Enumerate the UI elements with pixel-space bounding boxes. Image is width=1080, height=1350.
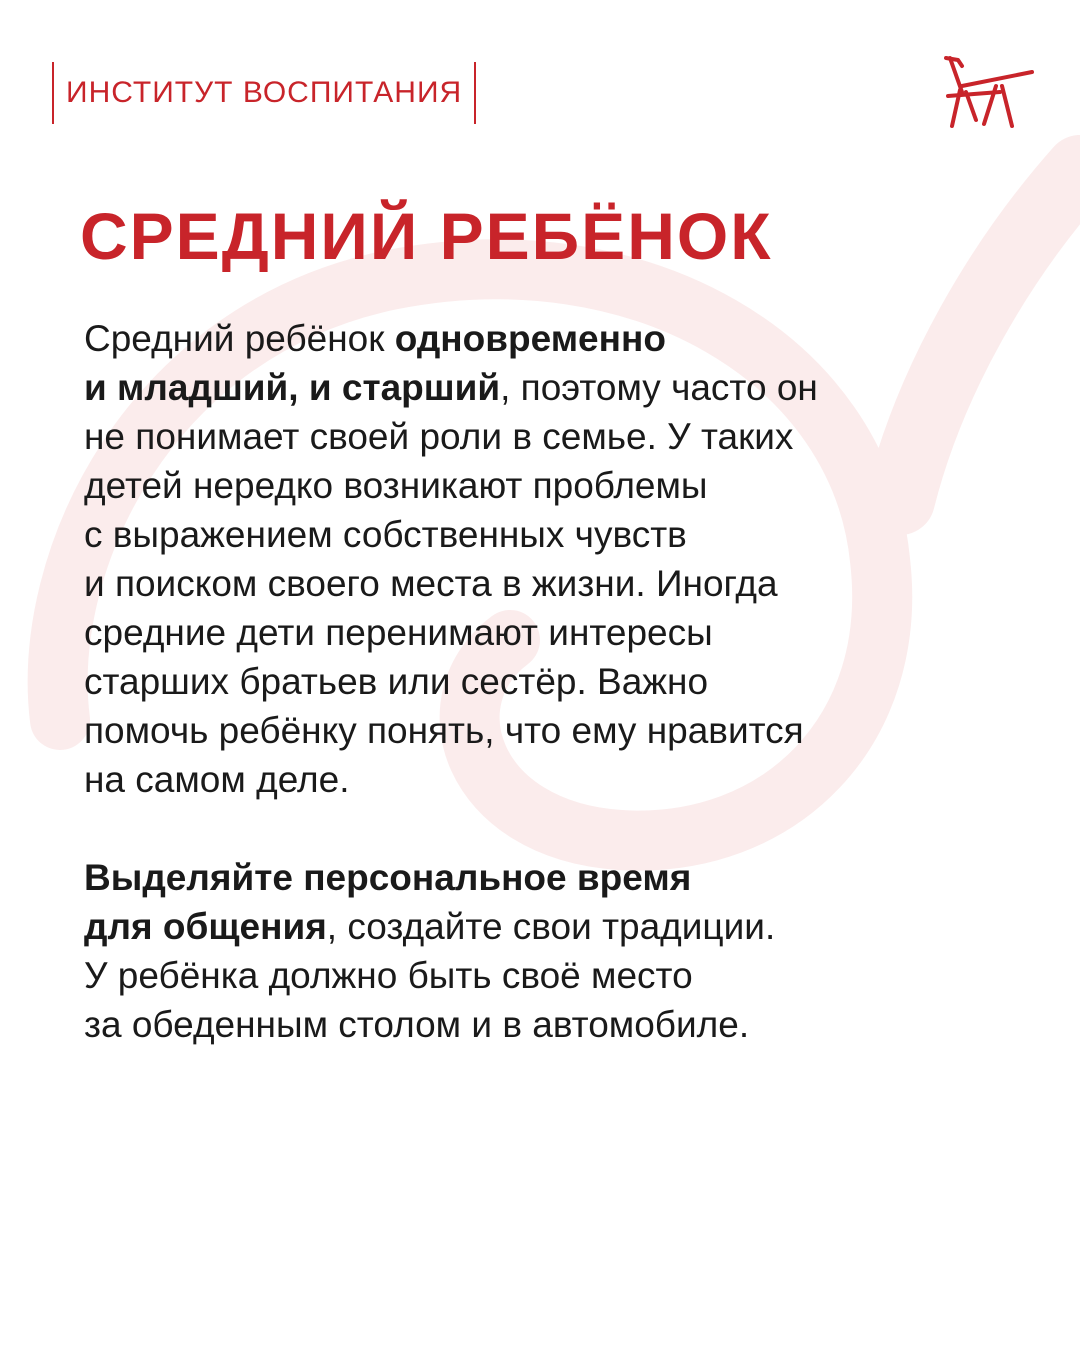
text-line: детей нередко возникают проблемы bbox=[84, 465, 708, 506]
text-line bbox=[84, 314, 1044, 363]
text-line: помочь ребёнку понять, что ему нравится bbox=[84, 710, 804, 751]
text-emphasis: одновременно bbox=[394, 318, 666, 359]
text-line bbox=[84, 902, 1044, 951]
text-line: с выражением собственных чувств bbox=[84, 514, 687, 555]
text-regular: Средний ребёнок bbox=[84, 318, 395, 359]
text-line bbox=[84, 363, 1044, 412]
paragraph-middle-child-description bbox=[84, 314, 1044, 804]
paragraph-advice bbox=[84, 853, 1044, 1049]
text-line: старших братьев или сестёр. Важно bbox=[84, 661, 709, 702]
text-line: не понимает своей роли в семье. У таких bbox=[84, 416, 794, 457]
article-body bbox=[84, 314, 1044, 1049]
horse-figure-icon bbox=[940, 52, 1036, 132]
text-line bbox=[84, 853, 1044, 902]
brand-header bbox=[52, 62, 476, 124]
text-line: У ребёнка должно быть своё место bbox=[84, 955, 693, 996]
brand-right-divider bbox=[474, 62, 476, 124]
brand-name: ИНСТИТУТ ВОСПИТАНИЯ bbox=[66, 76, 463, 109]
text-regular: , создайте свои традиции. bbox=[326, 906, 776, 947]
text-line: на самом деле. bbox=[84, 759, 350, 800]
text-line: средние дети перенимают интересы bbox=[84, 612, 713, 653]
text-line: за обеденным столом и в автомобиле. bbox=[84, 1004, 750, 1045]
text-emphasis: и младший, и старший bbox=[84, 367, 501, 408]
text-line: и поиском своего места в жизни. Иногда bbox=[84, 563, 778, 604]
text-regular: , поэтому часто он bbox=[500, 367, 818, 408]
page-title: СРЕДНИЙ РЕБЁНОК bbox=[80, 199, 773, 273]
text-emphasis: Выделяйте персональное время bbox=[84, 857, 692, 898]
text-emphasis: для общения bbox=[84, 906, 327, 947]
